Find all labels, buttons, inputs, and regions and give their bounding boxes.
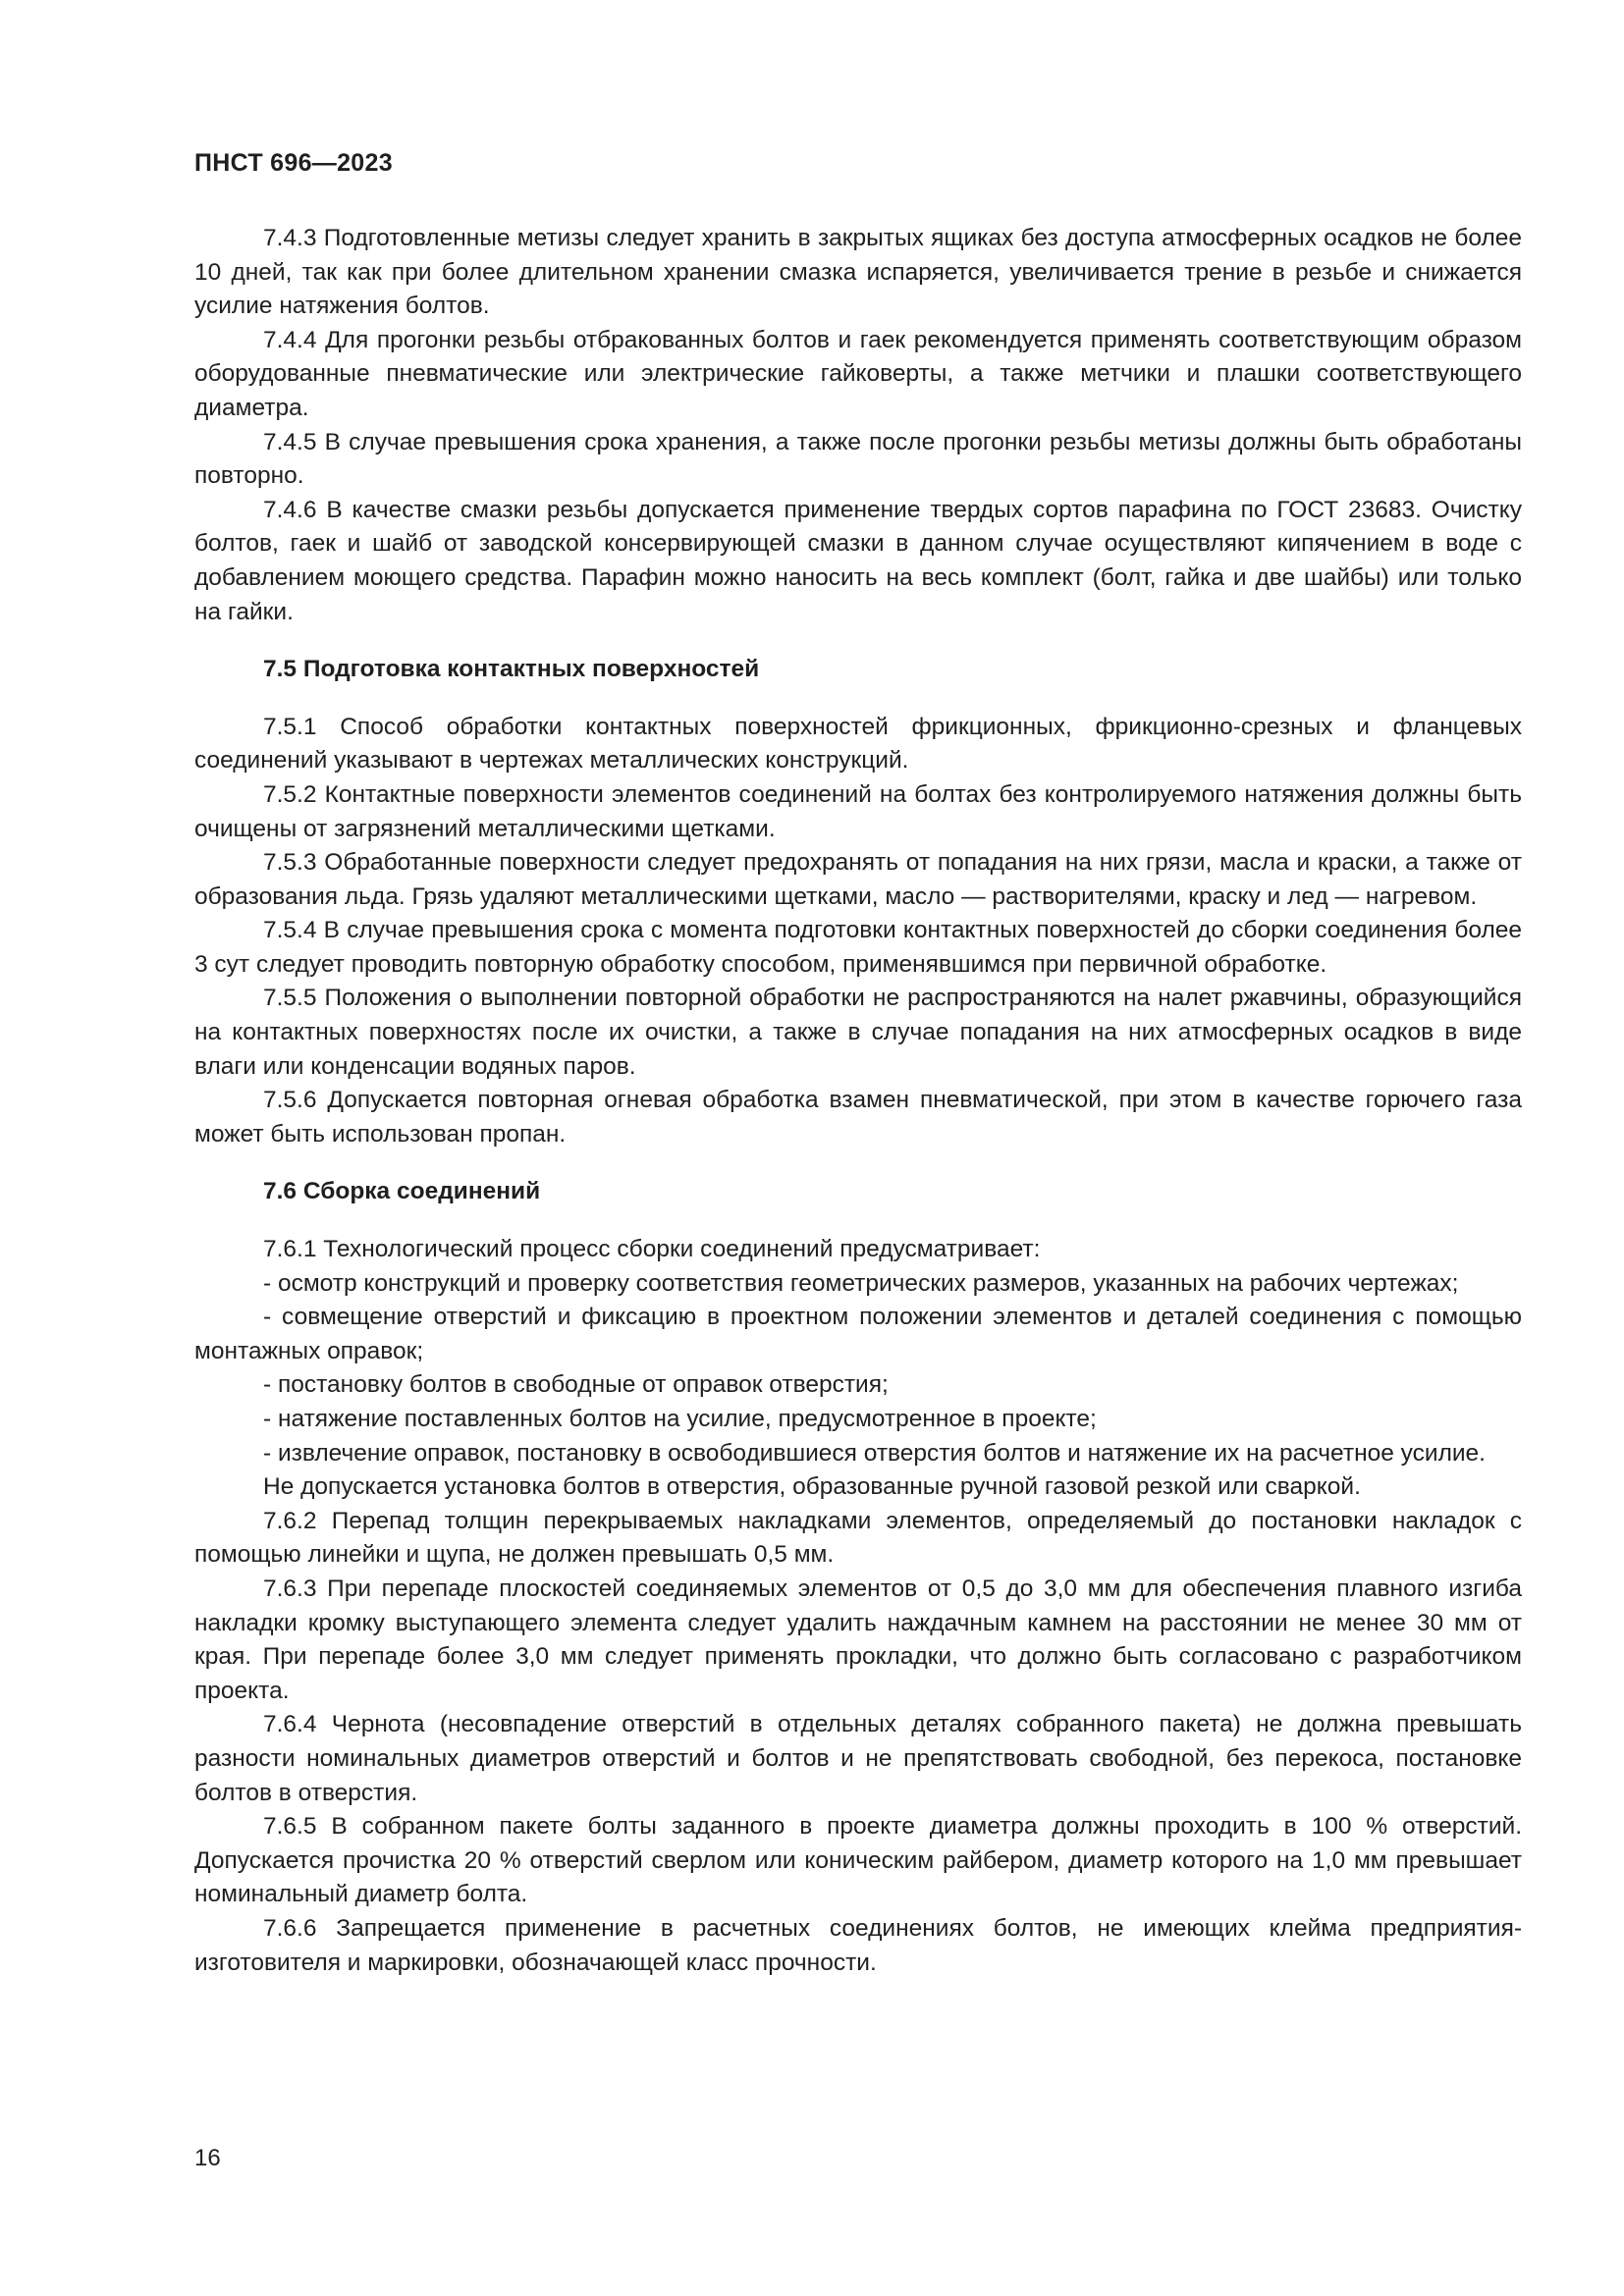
- list-item: - совмещение отверстий и фиксацию в проектном положении элементов и деталей соединения с помощью монтажных оправок;: [194, 1304, 1522, 1364]
- clause-7-6-2: 7.6.2 Перепад толщин перекрываемых накладками элементов, определяемый до постановки накладок с помощью линейки и щупа, не должен превышать 0,5 мм.: [194, 1507, 1522, 1569]
- clause-no-gas-cut-holes: Не допускается установка болтов в отверстия, образованные ручной газовой резкой или сваркой.: [263, 1473, 1361, 1501]
- document-body: [194, 222, 1522, 1980]
- clause-7-6-6: 7.6.6 Запрещается применение в расчетных соединениях болтов, не имеющих клейма предприятия-изготовителя и маркировки, обозначающей класс прочности.: [194, 1914, 1522, 1976]
- page-number: 16: [194, 2145, 221, 2171]
- clause-7-5-4: 7.5.4 В случае превышения срока с момента подготовки контактных поверхностей до сборки соединения более 3 сут следует проводить повторную обработку способом, применявшимся при первичной обработке.: [194, 917, 1522, 978]
- clause-7-6-4: 7.6.4 Чернота (несовпадение отверстий в отдельных деталях собранного пакета) не должна превышать разности номинальных диаметров отверстий и болтов и не препятствовать свободной, без перекоса, постановке болтов в отверстия.: [194, 1711, 1522, 1806]
- clause-7-6-3: 7.6.3 При перепаде плоскостей соединяемых элементов от 0,5 до 3,0 мм для обеспечения плавного изгиба накладки кромку выступающего элемента следует удалить наждачным камнем на расстоянии не менее 30 мм от края. При перепаде более 3,0 мм следует применять прокладки, что должно быть согласовано с разработчиком проекта.: [194, 1575, 1522, 1704]
- clause-7-5-5: 7.5.5 Положения о выполнении повторной обработки не распространяются на налет ржавчины, образующийся на контактных поверхностях после их очистки, а также в случае попадания на них атмосферных осадков в виде влаги или конденсации водяных паров.: [194, 985, 1522, 1080]
- section-heading-7-5: 7.5 Подготовка контактных поверхностей: [263, 656, 760, 683]
- clause-7-4-3: 7.4.3 Подготовленные метизы следует хранить в закрытых ящиках без доступа атмосферных осадков не более 10 дней, так как при более длительном хранении смазка испаряется, увеличивается трение в резьбе и снижается усилие натяжения болтов.: [194, 225, 1522, 320]
- clause-7-6-1: 7.6.1 Технологический процесс сборки соединений предусматривает:: [263, 1236, 1041, 1263]
- clause-7-5-1: 7.5.1 Способ обработки контактных поверхностей фрикционных, фрикционно-срезных и фланцевых соединений указывают в чертежах металлических конструкций.: [194, 713, 1522, 774]
- clause-7-5-3: 7.5.3 Обработанные поверхности следует предохранять от попадания на них грязи, масла и краски, а также от образования льда. Грязь удаляют металлическими щетками, масло — растворителями, краску и лед — нагревом.: [194, 849, 1522, 910]
- clause-7-4-5: 7.4.5 В случае превышения срока хранения, а также после прогонки резьбы метизы должны быть обработаны повторно.: [194, 428, 1522, 490]
- list-item: - осмотр конструкций и проверку соответствия геометрических размеров, указанных на рабочих чертежах;: [263, 1269, 1459, 1297]
- clause-7-5-6: 7.5.6 Допускается повторная огневая обработка взамен пневматической, при этом в качестве горючего газа может быть использован пропан.: [194, 1087, 1522, 1148]
- list-item: - постановку болтов в свободные от оправок отверстия;: [263, 1371, 889, 1399]
- clause-7-6-5: 7.6.5 В собранном пакете болты заданного в проекте диаметра должны проходить в 100 % отверстий. Допускается прочистка 20 % отверстий сверлом или коническим райбером, диаметр которого на 1,0 мм превышает номинальный диаметр болта.: [194, 1813, 1522, 1908]
- clause-7-4-6: 7.4.6 В качестве смазки резьбы допускается применение твердых сортов парафина по ГОСТ 23683. Очистку болтов, гаек и шайб от заводской консервирующей смазки в данном случае осуществляют кипячением в воде с добавлением моющего средства. Парафин можно наносить на весь комплект (болт, гайка и две шайбы) или только на гайки.: [194, 496, 1522, 625]
- clause-7-5-2: 7.5.2 Контактные поверхности элементов соединений на болтах без контролируемого натяжения должны быть очищены от загрязнений металлическими щетками.: [194, 780, 1522, 842]
- document-header: ПНСТ 696—2023: [194, 149, 393, 177]
- section-heading-7-6: 7.6 Сборка соединений: [263, 1178, 541, 1205]
- clause-7-4-4: 7.4.4 Для прогонки резьбы отбракованных болтов и гаек рекомендуется применять соответствующим образом оборудованные пневматические или электрические гайковерты, а также метчики и плашки соответствующего диаметра.: [194, 326, 1522, 421]
- list-item: - натяжение поставленных болтов на усилие, предусмотренное в проекте;: [263, 1406, 1097, 1432]
- list-item: - извлечение оправок, постановку в освободившиеся отверстия болтов и натяжение их на расчетное усилие.: [263, 1439, 1486, 1467]
